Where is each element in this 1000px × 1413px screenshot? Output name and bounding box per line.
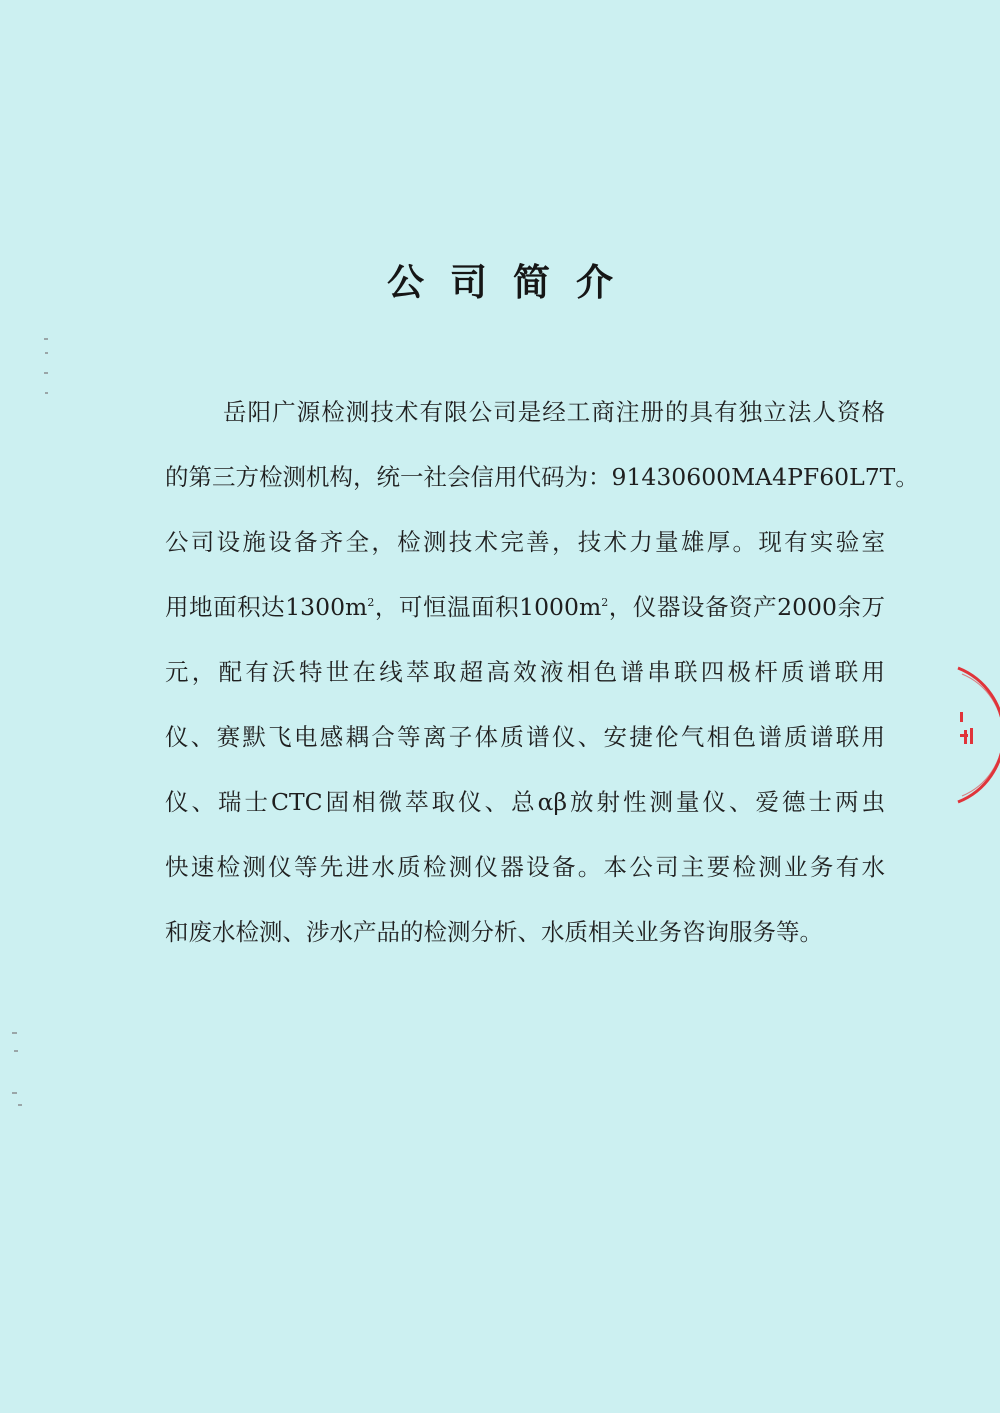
body-line-5: 元，配有沃特世在线萃取超高效液相色谱串联四极杆质谱联用 — [165, 658, 885, 686]
scan-mark — [45, 352, 48, 354]
area-text-3: ，仪器设备资产2000余万 — [608, 593, 886, 621]
area-unit-sup-1: 2 — [367, 596, 375, 610]
body-line-1: 岳阳广源检测技术有限公司是经工商注册的具有独立法人资格 — [223, 398, 885, 426]
scan-mark — [12, 1032, 17, 1034]
scan-mark — [12, 1092, 17, 1094]
area-text-2: ，可恒温面积1000m — [374, 593, 602, 621]
company-seal-icon — [940, 660, 1000, 810]
body-line-2: 的第三方检测机构，统一社会信用代码为：91430600MA4PF60L7T。 — [165, 463, 919, 491]
scan-mark — [44, 372, 48, 374]
scan-mark — [14, 1050, 18, 1052]
scan-mark — [18, 1104, 22, 1106]
area-unit-sup-2: 2 — [601, 596, 609, 610]
body-line-6: 仪、赛默飞电感耦合等离子体质谱仪、安捷伦气相色谱质谱联用 — [165, 723, 885, 751]
body-line-3: 公司设施设备齐全，检测技术完善，技术力量雄厚。现有实验室 — [165, 528, 885, 556]
body-line-8: 快速检测仪等先进水质检测仪器设备。本公司主要检测业务有水 — [165, 853, 885, 881]
body-line-4 — [165, 575, 885, 640]
area-text-1: 用地面积达1300m — [165, 593, 368, 621]
document-title: 公司简介 — [387, 261, 639, 304]
document-body — [165, 380, 919, 965]
body-line-9: 和废水检测、涉水产品的检测分析、水质相关业务咨询服务等。 — [165, 918, 823, 946]
body-line-7: 仪、瑞士CTC固相微萃取仪、总αβ放射性测量仪、爱德士两虫 — [165, 788, 885, 816]
scan-mark — [45, 392, 48, 394]
scan-mark — [44, 338, 48, 340]
